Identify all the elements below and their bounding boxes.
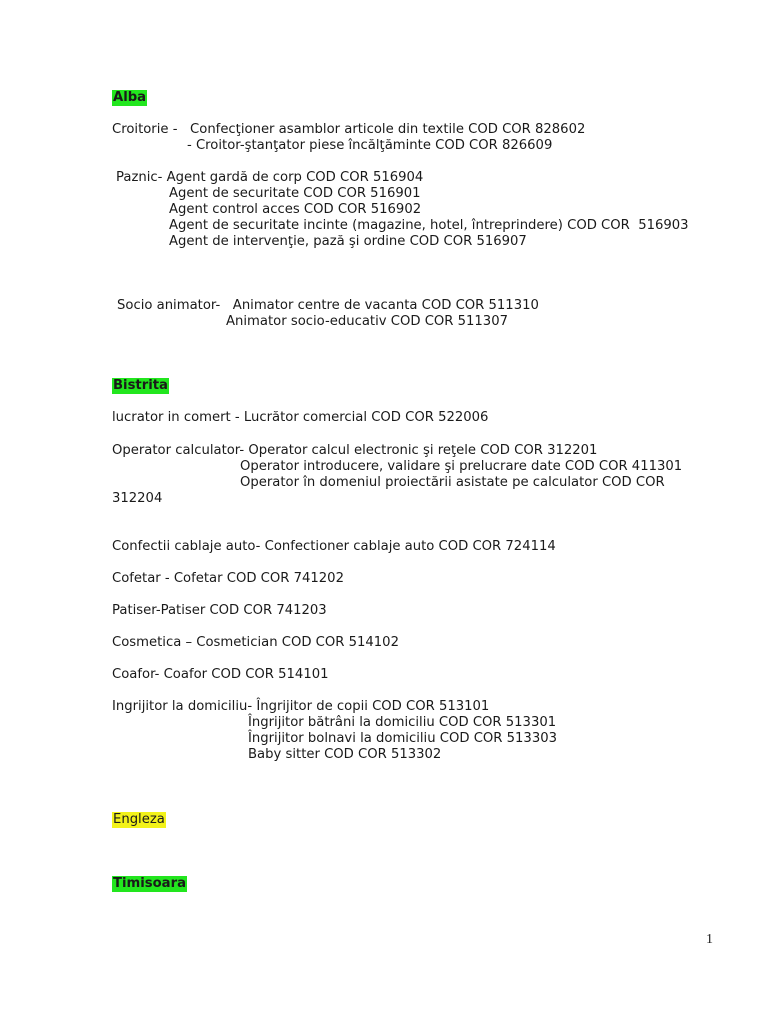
cosmetica-line: Cosmetica – Cosmetician COD COR 514102: [112, 635, 399, 650]
ingrijitor-line-3: Îngrijitor bolnavi la domiciliu COD COR 513303: [248, 731, 557, 746]
paznic-line-1: Paznic- Agent gardă de corp COD COR 516904: [116, 170, 424, 185]
operator-line-1: Operator calculator- Operator calcul electronic şi reţele COD COR 312201: [112, 443, 598, 458]
operator-line-3: Operator în domeniul proiectării asistate pe calculator COD COR: [240, 475, 665, 490]
cablaje-line: Confectii cablaje auto- Confectioner cablaje auto COD COR 724114: [112, 539, 556, 554]
page-number: 1: [706, 932, 713, 947]
ingrijitor-line-2: Îngrijitor bătrâni la domiciliu COD COR 513301: [248, 715, 557, 730]
heading-bistrita: Bistrita: [113, 378, 168, 393]
heading-alba: Alba: [113, 90, 147, 105]
paznic-line-4: Agent de securitate incinte (magazine, hotel, întreprindere) COD COR 516903: [169, 218, 689, 233]
croitorie-line-2: - Croitor-ştanţator piese încălţăminte COD COR 826609: [187, 138, 553, 153]
lucrator-line: lucrator in comert - Lucrător comercial COD COR 522006: [112, 410, 489, 425]
socio-line-2: Animator socio-educativ COD COR 511307: [226, 314, 508, 329]
patiser-line: Patiser-Patiser COD COR 741203: [112, 603, 327, 618]
coafor-line: Coafor- Coafor COD COR 514101: [112, 667, 329, 682]
paznic-line-2: Agent de securitate COD COR 516901: [169, 186, 421, 201]
heading-timisoara: Timisoara: [113, 876, 186, 891]
socio-line-1: Socio animator- Animator centre de vacanta COD COR 511310: [117, 298, 539, 313]
cofetar-line: Cofetar - Cofetar COD COR 741202: [112, 571, 344, 586]
ingrijitor-line-1: Ingrijitor la domiciliu- Îngrijitor de copii COD COR 513101: [112, 699, 490, 714]
paznic-line-3: Agent control acces COD COR 516902: [169, 202, 422, 217]
croitorie-line-1: Croitorie - Confecţioner asamblor articole din textile COD COR 828602: [112, 122, 586, 137]
operator-line-2: Operator introducere, validare şi prelucrare date COD COR 411301: [240, 459, 683, 474]
ingrijitor-line-4: Baby sitter COD COR 513302: [248, 747, 442, 762]
operator-line-4: 312204: [112, 491, 163, 506]
paznic-line-5: Agent de intervenţie, pază şi ordine COD COR 516907: [169, 234, 527, 249]
heading-engleza: Engleza: [113, 812, 165, 827]
